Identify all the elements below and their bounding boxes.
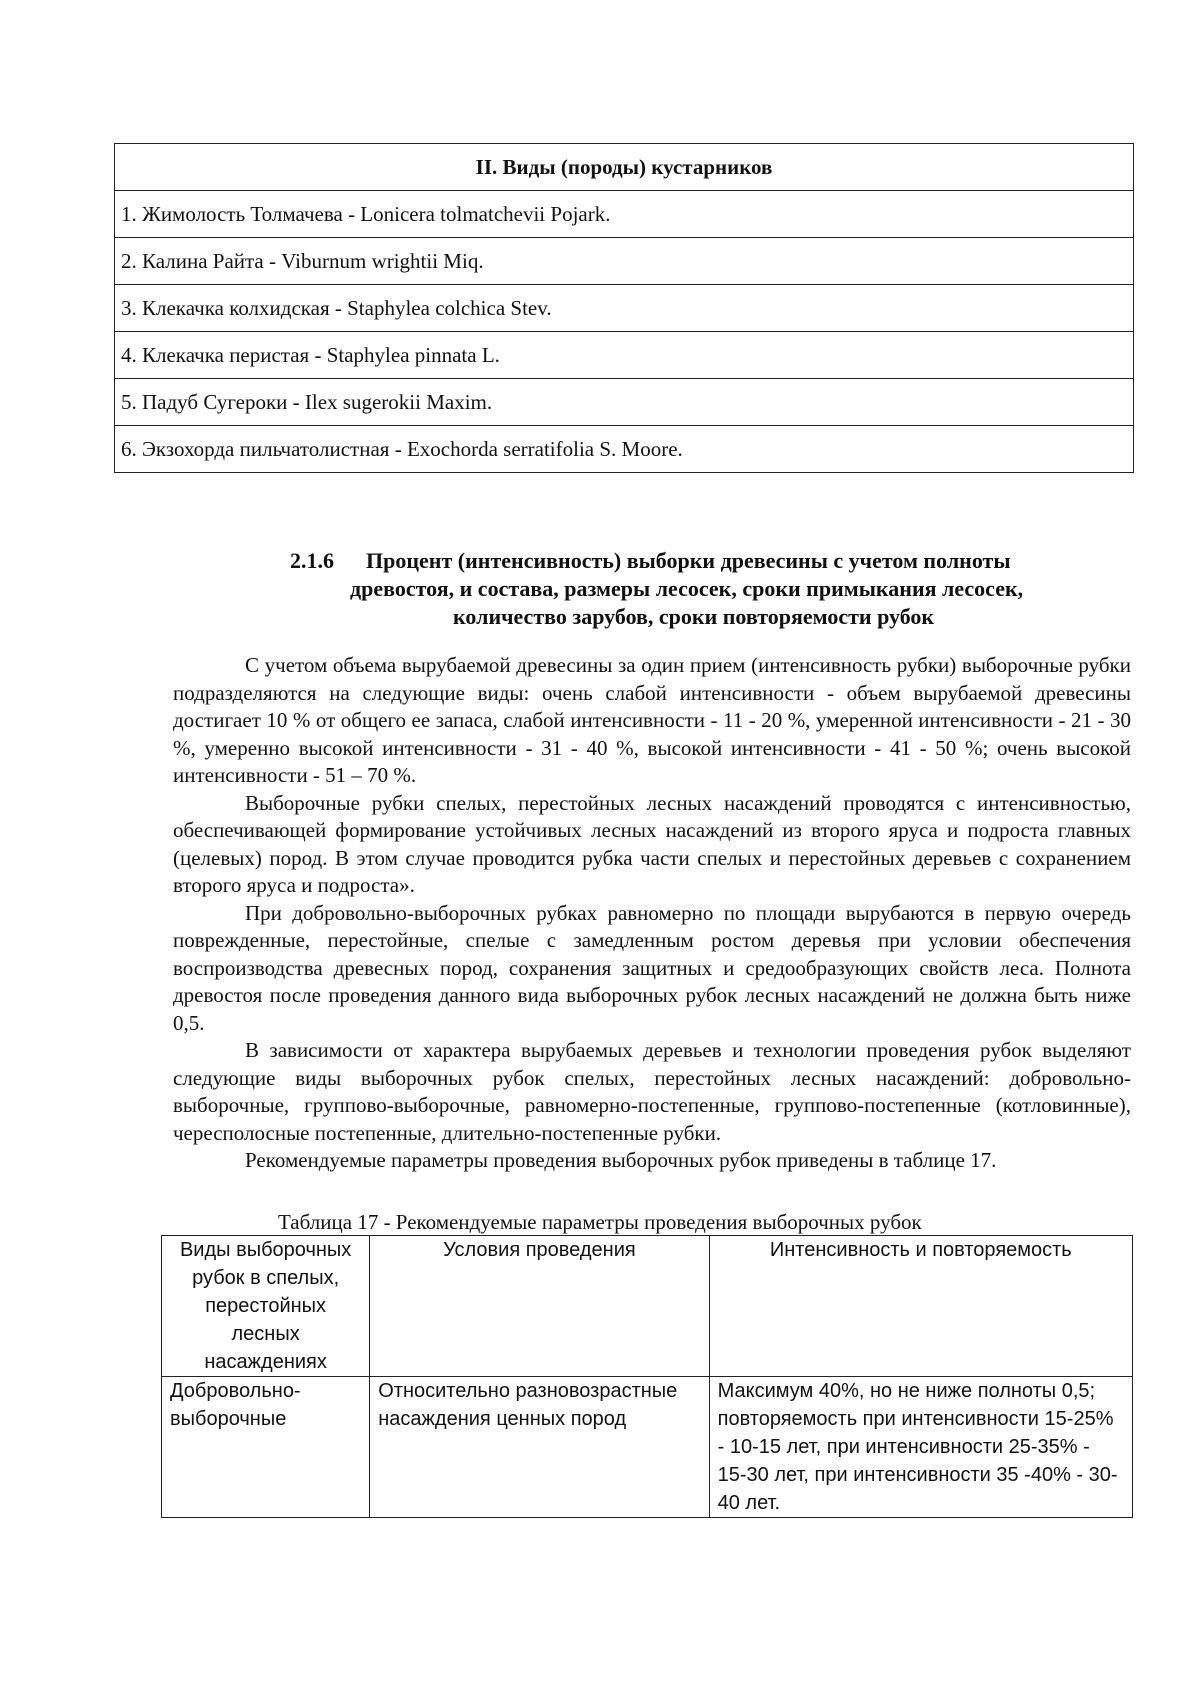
header-cell-conditions: Условия проведения	[370, 1236, 709, 1377]
shrub-row: 2. Калина Райта - Viburnum wrightii Miq.	[115, 238, 1134, 285]
header-cell-felling-type: Виды выборочных рубок в спелых, перестойных лесных насаждениях	[162, 1236, 370, 1377]
paragraph: С учетом объема вырубаемой древесины за один прием (интенсивность рубки) выборочные рубки подразделяются на следующие виды: очень слабой интенсивности - объем вырубаемой древесины достигает 10 % от общего ее запаса, слабой интенсивности - 11 - 20 %, умеренной интенсивности - 21 - 30 %, умеренно высокой интенсивности - 31 - 40 %, высокой интенсивности - 41 - 50 %; очень высокой интенсивности - 51 – 70 %.	[173, 653, 1131, 787]
paragraph: При добровольно-выборочных рубках равномерно по площади вырубаются в первую очередь поврежденные, перестойные, спелые с замедленным ростом деревья при условии обеспечения воспроизводства древесных пород, сохранения защитных и средообразующих свойств леса. Полнота древостоя после проведения данного вида выборочных рубок лесных насаждений не должна быть ниже 0,5.	[173, 900, 1131, 1035]
shrub-row: 6. Экзохорда пильчатолистная - Exochorda serratifolia S. Moore.	[115, 426, 1134, 473]
shrub-table-header: II. Виды (породы) кустарников	[115, 144, 1134, 191]
paragraph: Выборочные рубки спелых, перестойных лесных насаждений проводятся с интенсивностью, обеспечивающей формирование устойчивых лесных насаждений из второго яруса и подроста главных (целевых) пород. В этом случае проводится рубка части спелых и перестойных деревьев с сохранением второго яруса и подроста».	[173, 790, 1131, 897]
shrub-row: 4. Клекачка перистая - Staphylea pinnata L.	[115, 332, 1134, 379]
section-heading	[290, 547, 1110, 631]
section-title-line-2: древостоя, и состава, размеры лесосек, сроки примыкания лесосек,	[350, 576, 1024, 601]
cell-intensity: Максимум 40%, но не ниже полноты 0,5; повторяемость при интенсивности 15-25% - 10-15 лет, при интенсивности 25-35% - 15-30 лет, при интенсивности 35 -40% - 30-40 лет.	[709, 1377, 1132, 1518]
shrub-row: 3. Клекачка колхидская - Staphylea colchica Stev.	[115, 285, 1134, 332]
shrub-row: 1. Жимолость Толмачева - Lonicera tolmatchevii Pojark.	[115, 191, 1134, 238]
body-text	[173, 652, 1131, 1175]
shrub-row: 5. Падуб Сугероки - Ilex sugerokii Maxim.	[115, 379, 1134, 426]
header-cell-intensity: Интенсивность и повторяемость	[709, 1236, 1132, 1377]
section-title-line-1: Процент (интенсивность) выборки древесины с учетом полноты	[366, 548, 1011, 573]
table-caption: Таблица 17 - Рекомендуемые параметры проведения выборочных рубок	[278, 1210, 922, 1234]
table-header-row	[162, 1236, 1133, 1377]
felling-parameters-table	[161, 1235, 1133, 1518]
section-number: 2.1.6	[290, 548, 334, 573]
paragraph: В зависимости от характера вырубаемых деревьев и технологии проведения рубок выделяют следующие виды выборочных рубок спелых, перестойных лесных насаждений: добровольно-выборочные, группово-выборочные, равномерно-постепенные, группово-постепенные (котловинные), чересполосные постепенные, длительно-постепенные рубки.	[173, 1038, 1131, 1145]
cell-felling-type: Добровольно-выборочные	[162, 1377, 370, 1518]
shrub-species-table	[114, 143, 1134, 473]
paragraph: Рекомендуемые параметры проведения выборочных рубок приведены в таблице 17.	[245, 1148, 997, 1172]
section-title-line-3: количество зарубов, сроки повторяемости рубок	[453, 604, 935, 629]
table-row	[162, 1377, 1133, 1518]
cell-conditions: Относительно разновозрастные насаждения ценных пород	[370, 1377, 709, 1518]
